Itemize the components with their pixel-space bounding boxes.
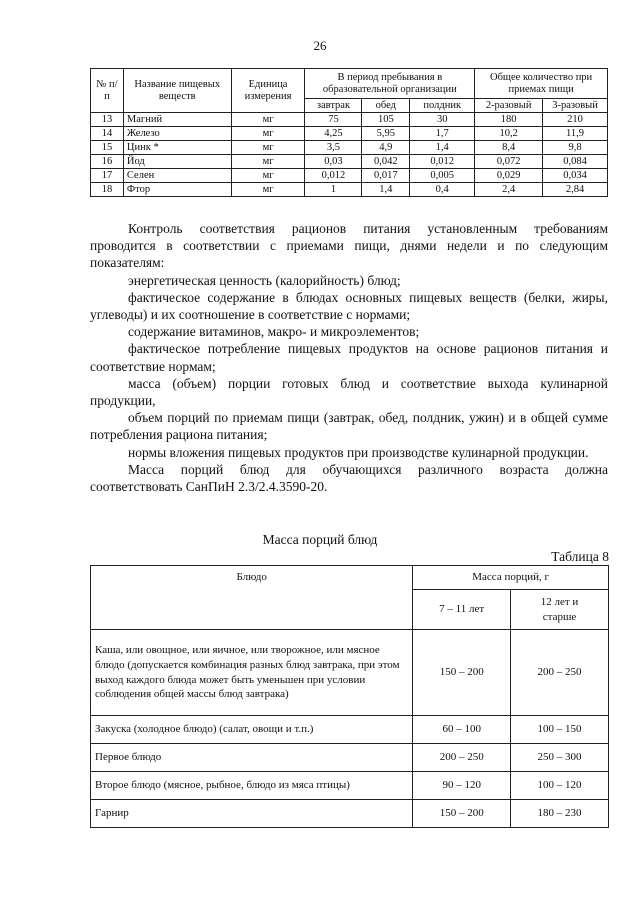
col-age-12: 12 лет и старше bbox=[511, 590, 609, 630]
cell-name: Селен bbox=[123, 169, 231, 183]
table-row bbox=[91, 800, 609, 828]
table-title: Масса порций блюд bbox=[262, 532, 378, 547]
cell-dish: Первое блюдо bbox=[91, 744, 413, 772]
cell-mass: 150 – 200 bbox=[413, 800, 511, 828]
cell-unit: мг bbox=[231, 183, 305, 197]
cell-snack: 30 bbox=[410, 113, 475, 127]
cell-mass: 200 – 250 bbox=[511, 630, 609, 716]
cell-two: 180 bbox=[475, 113, 543, 127]
cell-num: 15 bbox=[91, 141, 124, 155]
body-text bbox=[90, 220, 608, 495]
col-mass: Масса порций, г bbox=[413, 566, 609, 590]
col-name: Название пищевых веществ bbox=[123, 69, 231, 113]
cell-two: 10,2 bbox=[475, 127, 543, 141]
cell-name: Йод bbox=[123, 155, 231, 169]
cell-snack: 0,012 bbox=[410, 155, 475, 169]
cell-two: 8,4 bbox=[475, 141, 543, 155]
table-row bbox=[91, 772, 609, 800]
table-label: Таблица 8 bbox=[551, 549, 609, 564]
cell-dish: Второе блюдо (мясное, рыбное, блюдо из мяса птицы) bbox=[91, 772, 413, 800]
cell-num: 16 bbox=[91, 155, 124, 169]
cell-three: 0,034 bbox=[543, 169, 608, 183]
cell-snack: 0,4 bbox=[410, 183, 475, 197]
cell-num: 13 bbox=[91, 113, 124, 127]
cell-unit: мг bbox=[231, 141, 305, 155]
cell-two: 0,072 bbox=[475, 155, 543, 169]
cell-mass: 150 – 200 bbox=[413, 630, 511, 716]
cell-dish: Закуска (холодное блюдо) (салат, овощи и т.п.) bbox=[91, 716, 413, 744]
table-row bbox=[91, 169, 608, 183]
col-lunch: обед bbox=[362, 99, 410, 113]
cell-breakfast: 75 bbox=[305, 113, 362, 127]
cell-lunch: 105 bbox=[362, 113, 410, 127]
cell-num: 18 bbox=[91, 183, 124, 197]
cell-unit: мг bbox=[231, 113, 305, 127]
cell-unit: мг bbox=[231, 155, 305, 169]
table-row bbox=[91, 744, 609, 772]
cell-two: 2,4 bbox=[475, 183, 543, 197]
cell-unit: мг bbox=[231, 169, 305, 183]
table-row bbox=[91, 155, 608, 169]
col-three: 3-разовый bbox=[543, 99, 608, 113]
col-breakfast: завтрак bbox=[305, 99, 362, 113]
cell-three: 210 bbox=[543, 113, 608, 127]
col-two: 2-разовый bbox=[475, 99, 543, 113]
col-num: № п/п bbox=[91, 69, 124, 113]
cell-lunch: 1,4 bbox=[362, 183, 410, 197]
paragraph-intro: Контроль соответствия рационов питания установленным требованиям проводится в соответствии с приемами пищи, днями недели и по следующим показателям: bbox=[90, 221, 608, 271]
cell-three: 9,8 bbox=[543, 141, 608, 155]
table-row bbox=[91, 716, 609, 744]
cell-mass: 100 – 150 bbox=[511, 716, 609, 744]
paragraph-sanpin: Масса порций блюд для обучающихся различного возраста должна соответствовать СанПиН 2.3/2.4.3590-20. bbox=[90, 461, 608, 495]
cell-lunch: 4,9 bbox=[362, 141, 410, 155]
table-row bbox=[91, 127, 608, 141]
cell-mass: 90 – 120 bbox=[413, 772, 511, 800]
cell-name: Цинк * bbox=[123, 141, 231, 155]
col-total: Общее количество при приемах пищи bbox=[475, 69, 608, 99]
cell-snack: 1,7 bbox=[410, 127, 475, 141]
cell-three: 11,9 bbox=[543, 127, 608, 141]
table-row bbox=[91, 113, 608, 127]
nutrient-table bbox=[90, 68, 608, 197]
cell-snack: 1,4 bbox=[410, 141, 475, 155]
cell-num: 17 bbox=[91, 169, 124, 183]
cell-breakfast: 0,012 bbox=[305, 169, 362, 183]
col-dish: Блюдо bbox=[91, 566, 413, 630]
table-row bbox=[91, 630, 609, 716]
cell-dish: Каша, или овощное, или яичное, или творожное, или мясное блюдо (допускается комбинация разных блюд завтрака, при этом выход каждого блюда может быть уменьшен при условии соблюдения общей массы блюд завтрака) bbox=[91, 630, 413, 716]
cell-breakfast: 4,25 bbox=[305, 127, 362, 141]
col-snack: полдник bbox=[410, 99, 475, 113]
cell-num: 14 bbox=[91, 127, 124, 141]
cell-breakfast: 0,03 bbox=[305, 155, 362, 169]
list-item: нормы вложения пищевых продуктов при производстве кулинарной продукции. bbox=[128, 444, 589, 460]
cell-lunch: 0,017 bbox=[362, 169, 410, 183]
page-number: 26 bbox=[313, 38, 327, 53]
cell-mass: 250 – 300 bbox=[511, 744, 609, 772]
list-item: энергетическая ценность (калорийность) блюд; bbox=[128, 272, 401, 288]
list-item: содержание витаминов, макро- и микроэлементов; bbox=[128, 324, 420, 340]
cell-two: 0,029 bbox=[475, 169, 543, 183]
cell-lunch: 5,95 bbox=[362, 127, 410, 141]
cell-lunch: 0,042 bbox=[362, 155, 410, 169]
table-row bbox=[91, 183, 608, 197]
cell-name: Магний bbox=[123, 113, 231, 127]
portion-table bbox=[90, 565, 609, 828]
cell-breakfast: 3,5 bbox=[305, 141, 362, 155]
cell-mass: 60 – 100 bbox=[413, 716, 511, 744]
list-item: фактическое потребление пищевых продуктов на основе рационов питания и соответствие нормам; bbox=[90, 341, 608, 374]
list-item: фактическое содержание в блюдах основных пищевых веществ (белки, жиры, углеводы) и их соотношение в соответствие с нормами; bbox=[90, 289, 608, 323]
col-period: В период пребывания в образовательной организации bbox=[305, 69, 475, 99]
cell-name: Железо bbox=[123, 127, 231, 141]
cell-three: 2,84 bbox=[543, 183, 608, 197]
cell-three: 0,084 bbox=[543, 155, 608, 169]
list-item: масса (объем) порции готовых блюд и соответствие выхода кулинарной продукции, bbox=[90, 375, 608, 409]
cell-mass: 200 – 250 bbox=[413, 744, 511, 772]
col-age-7-11: 7 – 11 лет bbox=[413, 590, 511, 630]
cell-snack: 0,005 bbox=[410, 169, 475, 183]
col-unit: Единица измерения bbox=[231, 69, 305, 113]
cell-name: Фтор bbox=[123, 183, 231, 197]
cell-mass: 180 – 230 bbox=[511, 800, 609, 828]
table-row bbox=[91, 141, 608, 155]
cell-dish: Гарнир bbox=[91, 800, 413, 828]
cell-breakfast: 1 bbox=[305, 183, 362, 197]
cell-mass: 100 – 120 bbox=[511, 772, 609, 800]
cell-unit: мг bbox=[231, 127, 305, 141]
list-item: объем порций по приемам пищи (завтрак, обед, полдник, ужин) и в общей сумме потребления рациона питания; bbox=[90, 410, 608, 443]
